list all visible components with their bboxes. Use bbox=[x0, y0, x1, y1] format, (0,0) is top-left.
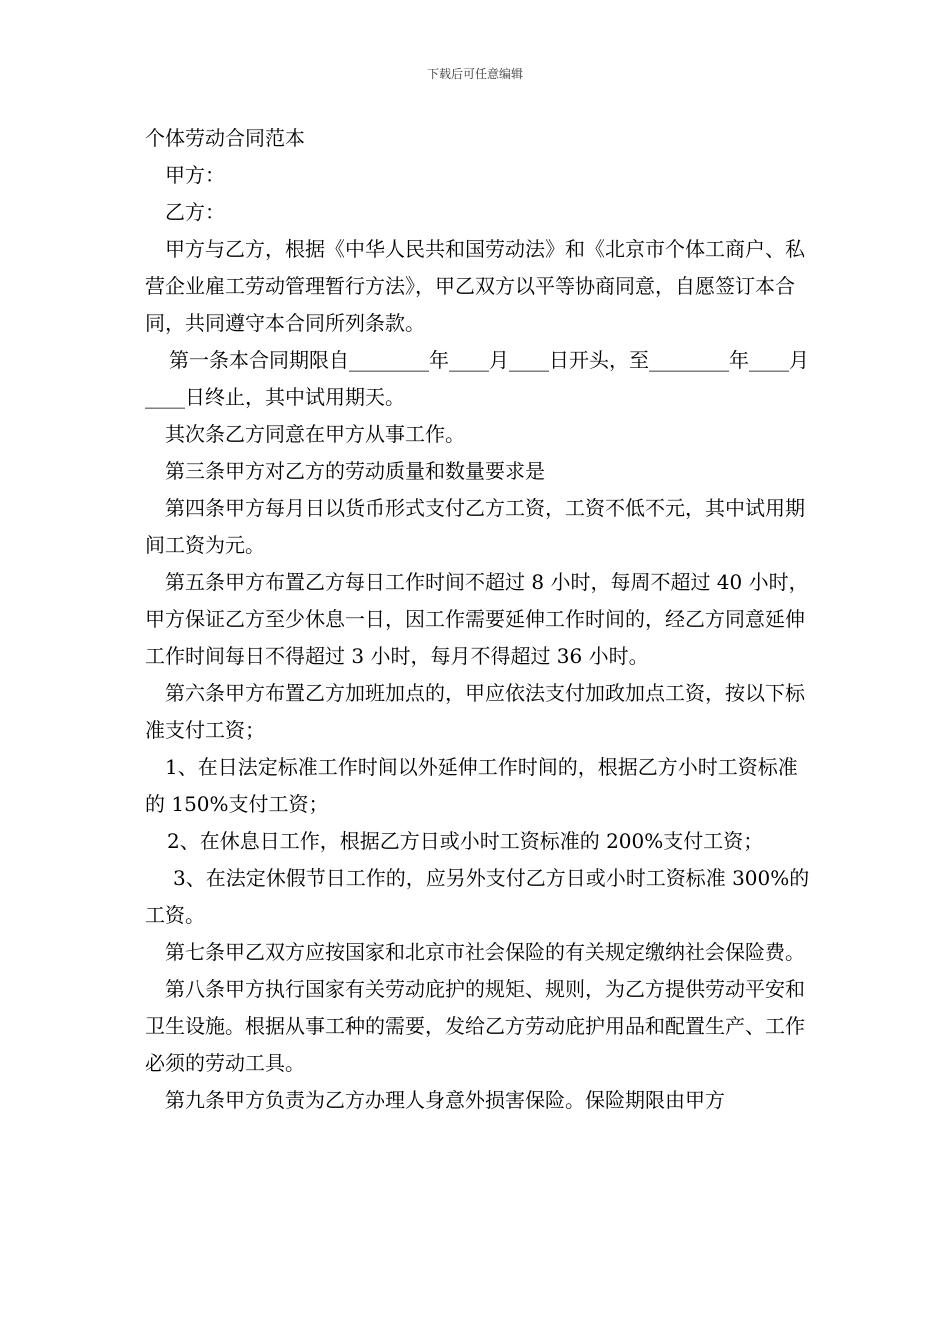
paragraph-party-b: 乙方： bbox=[165, 200, 225, 224]
paragraph-article-9: 第九条甲方负责为乙方办理人身意外损害保险。保险期限由甲方 bbox=[165, 1088, 725, 1112]
paragraph-party-a: 甲方： bbox=[165, 163, 225, 187]
paragraph-item-2: 2、在休息日工作，根据乙方日或小时工资标准的 200%支付工资； bbox=[167, 829, 764, 853]
paragraph-item-3: 3、在法定休假节日工作的，应另外支付乙方日或小时工资标准 300%的工资。 bbox=[145, 866, 810, 927]
paragraph-article-7: 第七条甲乙双方应按国家和北京市社会保险的有关规定缴纳社会保险费。 bbox=[165, 940, 805, 964]
paragraph-article-3: 第三条甲方对乙方的劳动质量和数量要求是 bbox=[165, 459, 545, 483]
paragraph-article-8: 第八条甲方执行国家有关劳动庇护的规矩、规则，为乙方提供劳动平安和卫生设施。根据从事工种的需要，发给乙方劳动庇护用品和配置生产、工作必须的劳动工具。 bbox=[145, 977, 805, 1075]
paragraph-article-1: 第一条本合同期限自________年____月____日开头，至________年____月____日终止，其中试用期天。 bbox=[145, 348, 809, 409]
paragraph-article-5: 第五条甲方布置乙方每日工作时间不超过 8 小时，每周不超过 40 小时，甲方保证乙方至少休息一日，因工作需要延伸工作时间的，经乙方同意延伸工作时间每日不得超过 3 小时，每月不得超过 36 小时。 bbox=[145, 570, 809, 668]
paragraph-preamble: 甲方与乙方，根据《中华人民共和国劳动法》和《北京市个体工商户、私营企业雇工劳动管理暂行方法》，甲乙双方以平等协商同意，自愿签订本合同，共同遵守本合同所列条款。 bbox=[145, 237, 805, 335]
paragraph-article-6: 第六条甲方布置乙方加班加点的，甲应依法支付加政加点工资，按以下标准支付工资； bbox=[145, 681, 805, 742]
document-title: 个体劳动合同范本 bbox=[145, 126, 305, 150]
paragraph-item-1: 1、在日法定标准工作时间以外延伸工作时间的，根据乙方小时工资标准的 150%支付工资； bbox=[145, 755, 798, 816]
paragraph-article-2: 其次条乙方同意在甲方从事工作。 bbox=[165, 422, 465, 446]
paragraph-article-4: 第四条甲方每月日以货币形式支付乙方工资，工资不低不元，其中试用期间工资为元。 bbox=[145, 496, 805, 557]
document-body bbox=[145, 120, 810, 1119]
page-header: 下载后可任意编辑 bbox=[426, 67, 523, 81]
